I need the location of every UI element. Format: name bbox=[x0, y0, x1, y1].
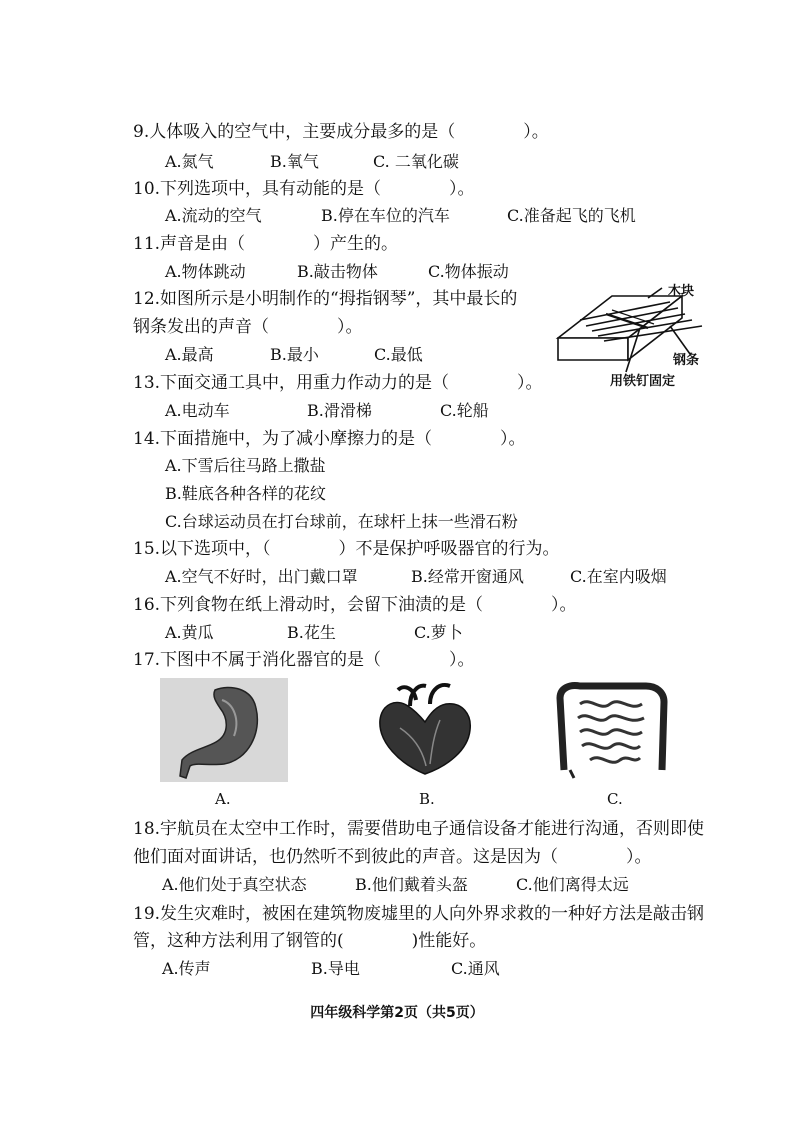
q10-option-a: A.流动的空气 bbox=[165, 206, 262, 225]
q14-option-c: C.台球运动员在打台球前，在球杆上抹一些滑石粉 bbox=[165, 512, 518, 531]
q19-option-b: B.导电 bbox=[311, 959, 360, 978]
q12-option-a: A.最高 bbox=[165, 345, 214, 364]
q10-option-b: B.停在车位的汽车 bbox=[321, 206, 450, 225]
q11-option-b: B.敲击物体 bbox=[297, 262, 378, 281]
stomach-icon bbox=[160, 678, 288, 782]
page-footer: 四年级科学第2页（共5页） bbox=[310, 1005, 484, 1021]
q18-stem-line2: 他们面对面讲话，也仍然听不到彼此的声音。这是因为（ ）。 bbox=[133, 847, 652, 867]
q18-option-c: C.他们离得太远 bbox=[516, 875, 629, 894]
q19-stem-line2: 管，这种方法利用了钢管的( )性能好。 bbox=[133, 931, 487, 951]
q13-option-c: C.轮船 bbox=[440, 401, 489, 420]
q11-option-c: C.物体振动 bbox=[428, 262, 509, 281]
q16-stem: 16.下列食物在纸上滑动时，会留下油渍的是（ ）。 bbox=[133, 595, 577, 615]
figure-caption-b: B. bbox=[419, 790, 435, 808]
q16-option-c: C.萝卜 bbox=[414, 623, 463, 642]
q15-option-a: A.空气不好时，出门戴口罩 bbox=[165, 567, 358, 586]
q9-stem: 9.人体吸入的空气中，主要成分最多的是（ ）。 bbox=[133, 122, 549, 142]
q18-stem-line1: 18.宇航员在太空中工作时，需要借助电子通信设备才能进行沟通，否则即使 bbox=[133, 819, 705, 839]
figure-label-nail: 用铁钉固定 bbox=[610, 374, 676, 389]
heart-icon bbox=[370, 678, 480, 784]
q9-option-b: B.氧气 bbox=[270, 152, 319, 171]
q12-option-b: B.最小 bbox=[270, 345, 319, 364]
figure-label-block: 木块 bbox=[668, 284, 695, 299]
q12-stem-line1: 12.如图所示是小明制作的“拇指钢琴”，其中最长的 bbox=[133, 289, 518, 309]
q15-option-b: B.经常开窗通风 bbox=[411, 567, 524, 586]
figure-caption-c: C. bbox=[607, 790, 623, 808]
q12-stem-line2: 钢条发出的声音（ ）。 bbox=[133, 317, 363, 337]
q14-stem: 14.下面措施中，为了减小摩擦力的是（ ）。 bbox=[133, 429, 526, 449]
q17-stem: 17.下图中不属于消化器官的是（ ）。 bbox=[133, 650, 475, 670]
q15-option-c: C.在室内吸烟 bbox=[570, 567, 667, 586]
q14-option-a: A.下雪后往马路上撒盐 bbox=[165, 456, 326, 475]
q13-option-a: A.电动车 bbox=[165, 401, 230, 420]
q10-option-c: C.准备起飞的飞机 bbox=[507, 206, 636, 225]
q19-option-c: C.通风 bbox=[451, 959, 500, 978]
figure-label-strip: 钢条 bbox=[673, 353, 700, 368]
q19-stem-line1: 19.发生灾难时，被困在建筑物废墟里的人向外界求救的一种好方法是敲击钢 bbox=[133, 904, 705, 924]
q11-stem: 11.声音是由（ ）产生的。 bbox=[133, 234, 399, 254]
q12-option-c: C.最低 bbox=[374, 345, 423, 364]
q9-option-a: A.氮气 bbox=[165, 152, 214, 171]
q13-stem: 13.下面交通工具中，用重力作动力的是（ ）。 bbox=[133, 373, 543, 393]
q15-stem: 15.以下选项中，（ ）不是保护呼吸器官的行为。 bbox=[133, 539, 560, 559]
q16-option-b: B.花生 bbox=[287, 623, 336, 642]
q16-option-a: A.黄瓜 bbox=[165, 623, 214, 642]
q14-option-b: B.鞋底各种各样的花纹 bbox=[165, 484, 326, 503]
q13-option-b: B.滑滑梯 bbox=[307, 401, 372, 420]
q18-option-a: A.他们处于真空状态 bbox=[162, 875, 307, 894]
q11-option-a: A.物体跳动 bbox=[165, 262, 246, 281]
q10-stem: 10.下列选项中，具有动能的是（ ）。 bbox=[133, 179, 475, 199]
q9-option-c: C. 二氧化碳 bbox=[373, 152, 459, 171]
q19-option-a: A.传声 bbox=[162, 959, 211, 978]
q18-option-b: B.他们戴着头盔 bbox=[355, 875, 468, 894]
figure-caption-a: A. bbox=[215, 790, 231, 808]
intestine-icon bbox=[550, 678, 674, 782]
